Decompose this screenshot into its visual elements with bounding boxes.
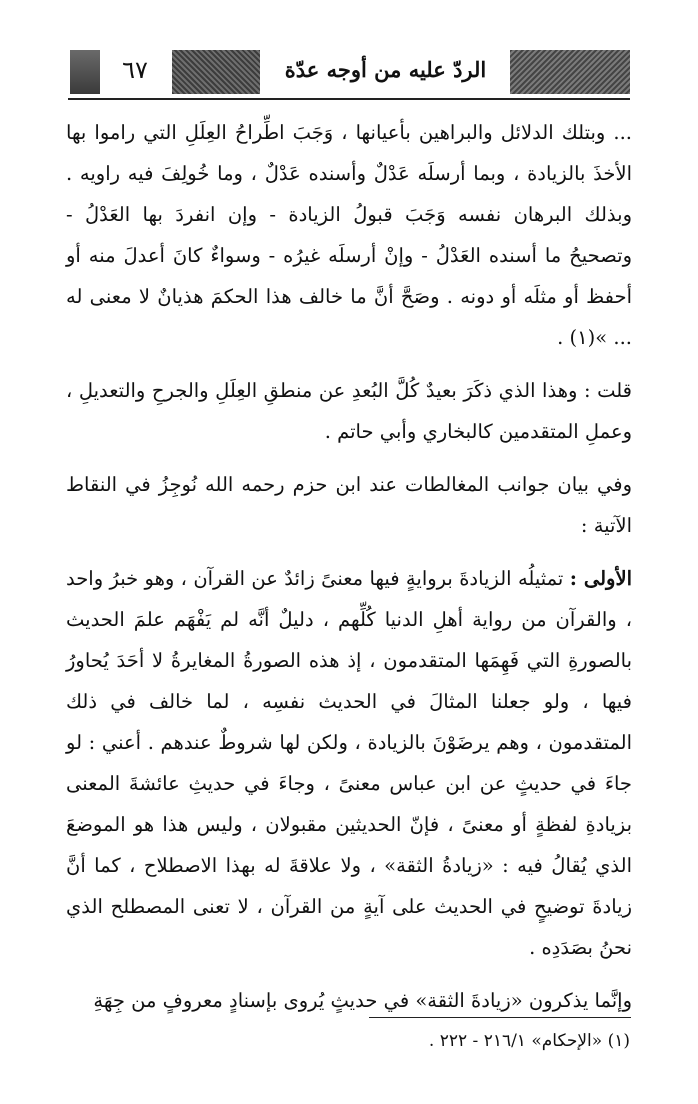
page-body — [66, 112, 632, 1033]
point-one-paragraph — [66, 558, 632, 968]
comment-paragraph: قلت : وهذا الذي ذكَرَ بعيدٌ كُلَّ البُعدِ عن منطقِ العِلَلِ والجرحِ والتعديلِ ، وعملِ المتقدمين كالبخاري وأبي حاتم . — [66, 379, 632, 443]
header-ornament-left — [70, 50, 100, 94]
page-header — [0, 0, 698, 110]
header-ornament-middle — [172, 50, 260, 94]
footnote-rule — [369, 1017, 631, 1018]
header-ornament-right — [510, 50, 630, 94]
intro-paragraph: وفي بيان جوانب المغالطات عند ابن حزم رحمه الله نُوجِزُ في النقاط الآتية : — [66, 473, 632, 537]
quote-paragraph: ... وبتلك الدلائل والبراهين بأعيانها ، وَجَبَ اطِّراحُ العِلَلِ التي راموا بها الأخذَ بالزيادة ، وبما أرسلَه عَدْلٌ وأسنده عَدْلٌ ، وما خُولِفَ فيه راويه . وبذلك البرهان نفسه وَجَبَ قبولُ الزيادة - وإن انفردَ بها العَدْلُ - وتصحيحُ ما أسنده العَدْلُ - وإنْ أرسلَه غيرُه - وسواءٌ كانَ أعدلَ منه أو أحفظ أو مثلَه أو دونه . وصَحَّ أنَّ ما خالف هذا الحكمَ هذيانٌ لا معنى له ... »(١) . — [66, 121, 632, 349]
footnote: (١) «الإحكام» ٢١٦/١ - ٢٢٢ . — [428, 1031, 630, 1051]
running-title: الردّ عليه من أوجه عدّة — [284, 57, 487, 82]
point-one-text: تمثيلُه الزيادةَ بروايةٍ فيها معنىً زائدٌ عن القرآن ، وهو خبرُ واحد ، والقرآن من رواية أهلِ الدنيا كُلِّهم ، دليلٌ أنَّه لم يَفْهَم علمَ الحديث بالصورةِ التي فَهِمَها المتقدمون ، إذ هذه الصورةُ المغايرةُ لا أحَدَ يُحاورُ فيها ، ولو جعلنا المثالَ في الحديث نفسِه ، لما خالف في ذلك المتقدمون ، وهم يرضَوْنَ بالزيادة ، ولكن لها شروطٌ عندهم . أعني : لو جاءَ في حديثٍ عن ابن عباس معنىً ، وجاءَ في حديثِ عائشةَ المعنى بزيادةِ لفظةٍ أو معنىً ، فإنّ الحديثين مقبولان ، وليس هذا هو الموضعَ الذي يُقالُ فيه : «زيادةُ الثقة» ، ولا علاقةَ له بهذا الاصطلاح ، كما أنَّ زيادةَ توضيحٍ في الحديث على آيةٍ من القرآن ، لا تعنى المصطلح الذي نحنُ بصَدَدِه . — [66, 567, 632, 959]
page-number: ٦٧ — [122, 56, 148, 84]
continuation-paragraph: وإنَّما يذكرون «زيادةَ الثقة» في حديثٍ يُروى بإسنادٍ معروفٍ من جِهَةِ — [93, 989, 632, 1012]
header-rule — [68, 98, 630, 100]
point-label: الأولى : — [569, 567, 632, 590]
